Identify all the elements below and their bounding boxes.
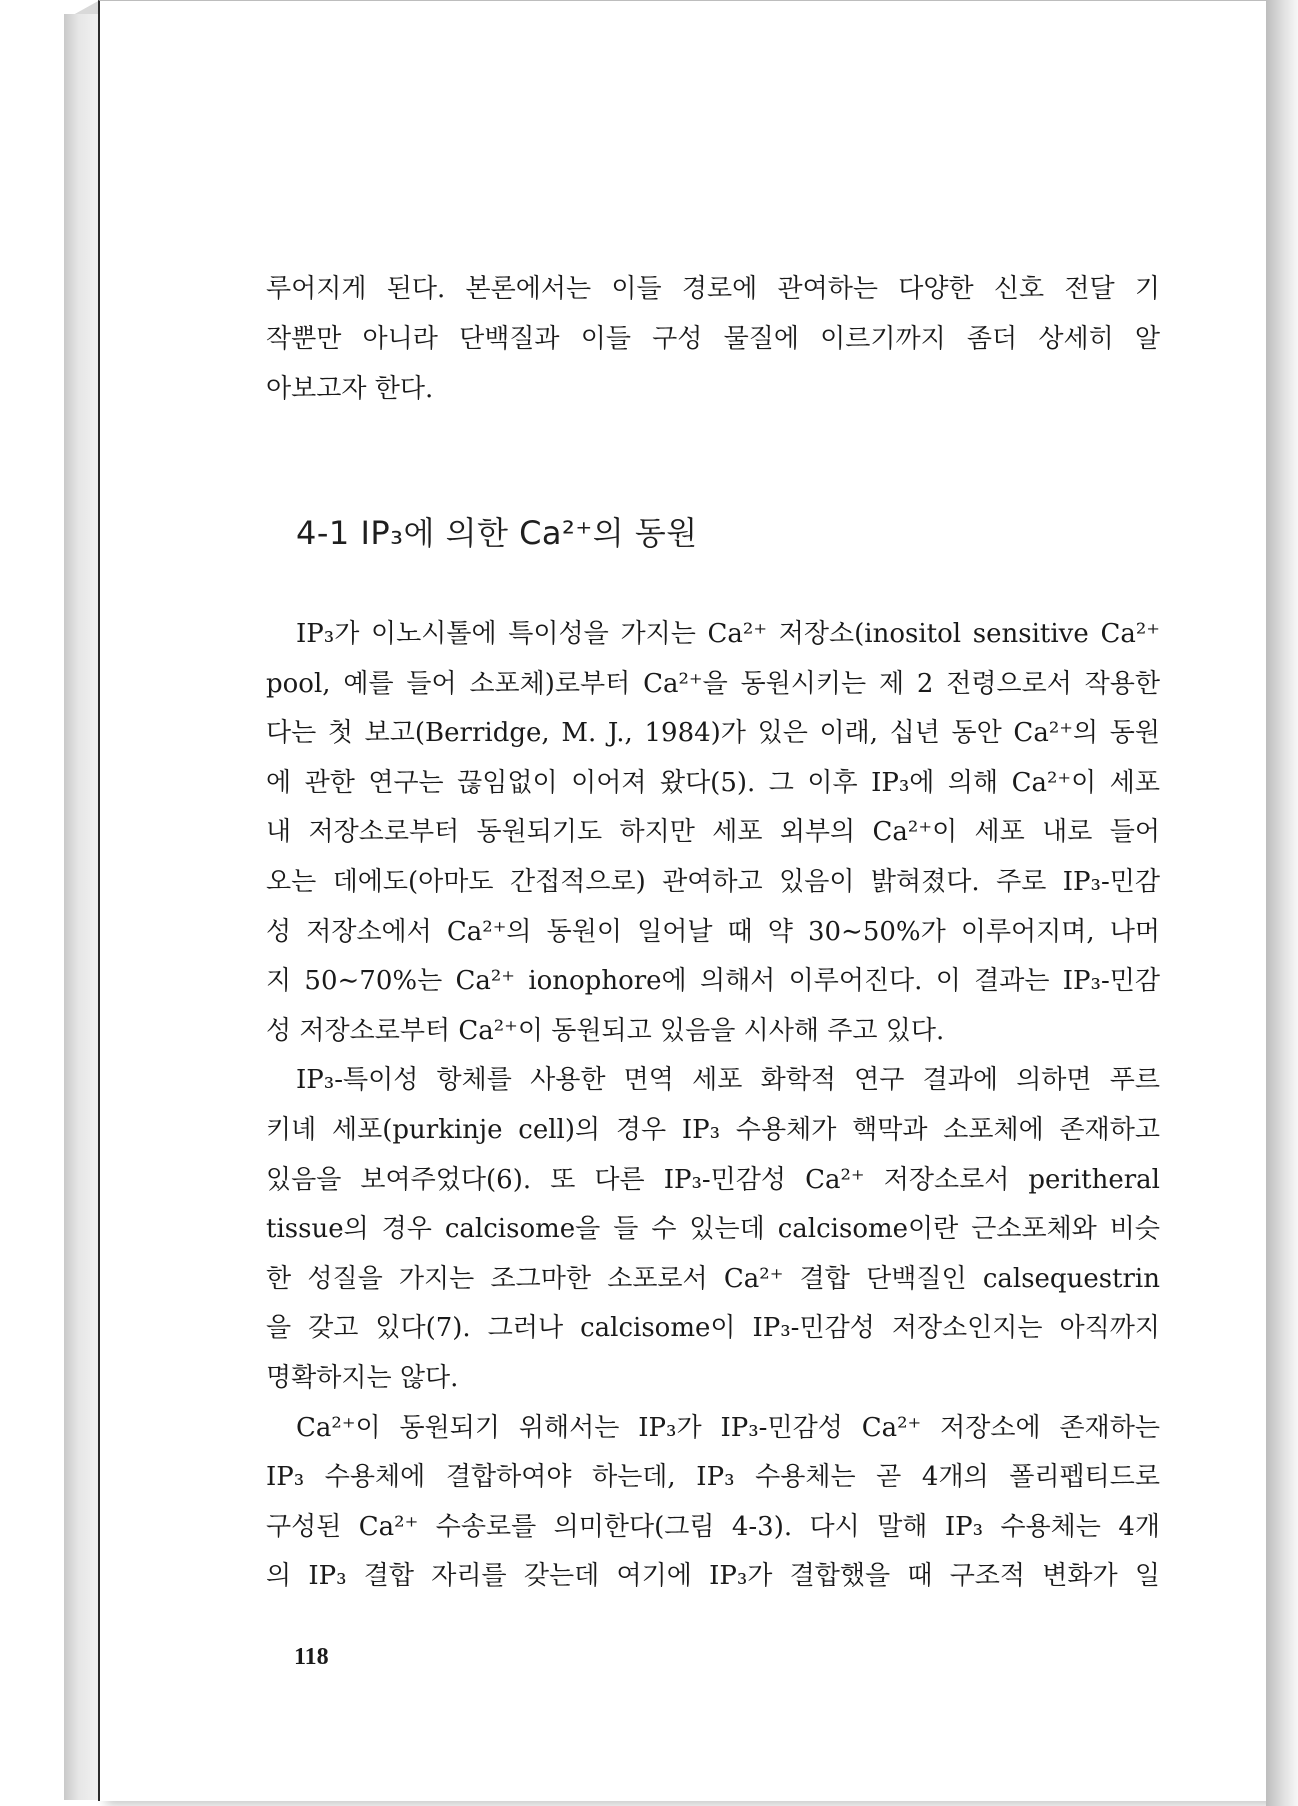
text-line: 성 저장소에서 Ca²⁺의 동원이 일어날 때 약 30∼50%가 이루어지며, 나머 <box>266 916 1160 947</box>
text-line: tissue의 경우 calcisome을 들 수 있는데 calcisome이란 근소포체와 비슷 <box>266 1214 1160 1245</box>
paragraph-3 <box>266 1404 1160 1602</box>
book-spine <box>64 14 100 1800</box>
text-line: IP₃ 수용체에 결합하여야 하는데, IP₃ 수용체는 곧 4개의 폴리펩티드로 <box>266 1462 1160 1493</box>
text-line: 작뿐만 아니라 단백질과 이들 구성 물질에 이르기까지 좀더 상세히 알 <box>266 324 1160 354</box>
page-edge-shadow <box>1266 0 1298 1806</box>
text-line: pool, 예를 들어 소포체)로부터 Ca²⁺을 동원시키는 제 2 전령으로서 작용한 <box>266 668 1160 699</box>
text-line: 성 저장소로부터 Ca²⁺이 동원되고 있음을 시사해 주고 있다. <box>266 1015 945 1046</box>
intro-paragraph <box>266 264 1160 414</box>
text-line: 한 성질을 가지는 조그마한 소포로서 Ca²⁺ 결합 단백질인 calsequestrin <box>266 1263 1160 1294</box>
section-heading: 4-1 IP₃에 의한 Ca²⁺의 동원 <box>296 514 698 552</box>
text-line: 오는 데에도(아마도 간접적으로) 관여하고 있음이 밝혀졌다. 주로 IP₃-민감 <box>266 866 1160 897</box>
text-line: 지 50∼70%는 Ca²⁺ ionophore에 의해서 이루어진다. 이 결과는 IP₃-민감 <box>266 966 1160 997</box>
body-text <box>266 610 1160 1602</box>
text-line: Ca²⁺이 동원되기 위해서는 IP₃가 IP₃-민감성 Ca²⁺ 저장소에 존재하는 <box>296 1412 1160 1443</box>
page-number: 118 <box>294 1644 329 1670</box>
text-line: 다는 첫 보고(Berridge, M. J., 1984)가 있은 이래, 십년 동안 Ca²⁺의 동원 <box>266 718 1160 749</box>
text-line: 아보고자 한다. <box>266 374 434 404</box>
text-line: 구성된 Ca²⁺ 수송로를 의미한다(그림 4-3). 다시 말해 IP₃ 수용체는 4개 <box>266 1511 1160 1542</box>
text-line: 에 관한 연구는 끊임없이 이어져 왔다(5). 그 이후 IP₃에 의해 Ca²⁺이 세포 <box>266 767 1160 798</box>
text-line: 있음을 보여주었다(6). 또 다른 IP₃-민감성 Ca²⁺ 저장소로서 peritheral <box>266 1164 1160 1195</box>
text-line: 을 갖고 있다(7). 그러나 calcisome이 IP₃-민감성 저장소인지는 아직까지 <box>266 1313 1160 1344</box>
text-line: IP₃가 이노시톨에 특이성을 가지는 Ca²⁺ 저장소(inositol sensitive Ca²⁺ <box>296 619 1160 649</box>
text-line: 내 저장소로부터 동원되기도 하지만 세포 외부의 Ca²⁺이 세포 내로 들어 <box>266 817 1160 848</box>
text-line: 키녜 세포(purkinje cell)의 경우 IP₃ 수용체가 핵막과 소포체에 존재하고 <box>266 1114 1160 1145</box>
paragraph-2 <box>266 1056 1160 1403</box>
paragraph-1 <box>266 610 1160 1056</box>
text-line: 의 IP₃ 결합 자리를 갖는데 여기에 IP₃가 결합했을 때 구조적 변화가 일 <box>266 1561 1160 1592</box>
text-line: 루어지게 된다. 본론에서는 이들 경로에 관여하는 다양한 신호 전달 기 <box>266 274 1160 304</box>
text-line: 명확하지는 않다. <box>266 1362 459 1393</box>
text-line: IP₃-특이성 항체를 사용한 면역 세포 화학적 연구 결과에 의하면 푸르 <box>296 1065 1160 1096</box>
